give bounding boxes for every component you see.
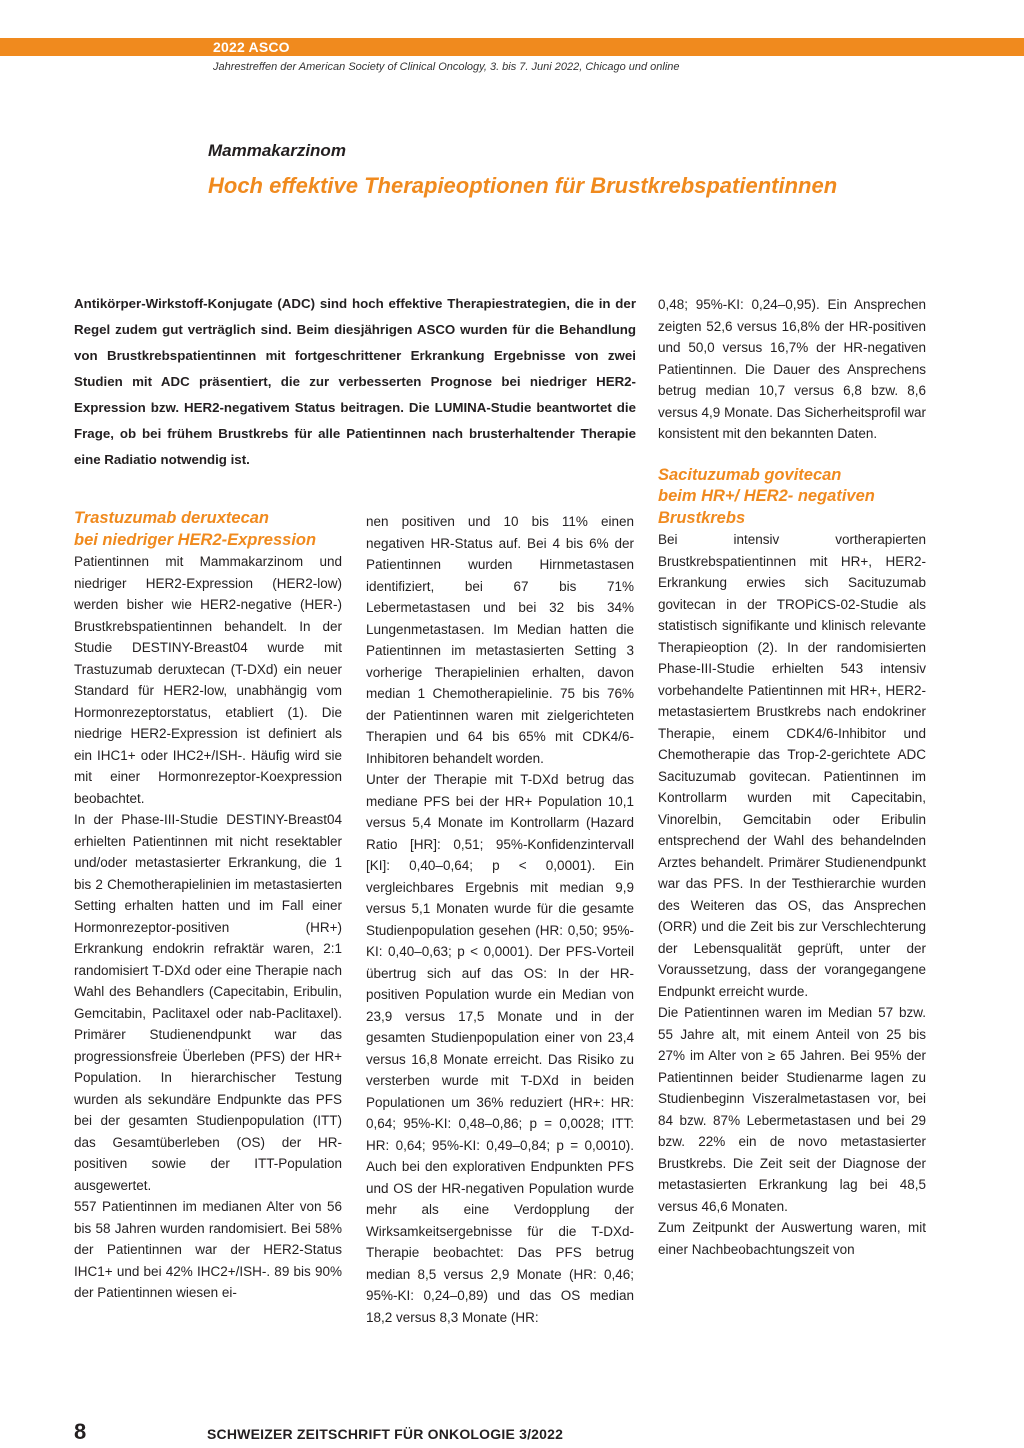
paragraph: 557 Patientinnen im medianen Alter von 56 bis 58 Jahren wurden randomisiert. Bei 58% der Patientinnen war der HER2-Status IHC1+ und bei 42% IHC2+/ISH-. 89 bis 90% der Patientinnen wiesen ei-	[74, 1199, 342, 1300]
paragraph: Zum Zeitpunkt der Auswertung waren, mit einer Nachbeobachtungszeit von	[658, 1220, 926, 1257]
section-heading-sacituzumab	[658, 465, 926, 530]
column-3	[658, 294, 926, 1260]
heading-line: bei niedriger HER2-Expression	[74, 530, 317, 549]
paragraph: 0,48; 95%-KI: 0,24–0,95). Ein Ansprechen zeigten 52,6 versus 16,8% der HR-positiven und 50,0 versus 16,7% der HR-negativen Patientinnen. Die Dauer des Ansprechens betrug median 10,7 versus 6,8 bzw. 8,6 versus 4,9 Monate. Das Sicherheitsprofil war konsistent mit den bekannten Daten.	[658, 297, 926, 441]
article-title: Hoch effektive Therapieoptionen für Brustkrebspatientinnen	[208, 173, 838, 198]
journal-footer: SCHWEIZER ZEITSCHRIFT FÜR ONKOLOGIE 3/2022	[207, 1426, 564, 1442]
article-lead: Antikörper-Wirkstoff-Konjugate (ADC) sind hoch effektive Therapiestrategien, die in der Regel zudem gut verträglich sind. Beim diesjährigen ASCO wurden für die Behandlung von Brustkrebspatientinnen mit fortgeschrittener Erkrankung Ergebnisse von zwei Studien mit ADC präsentiert, die zur verbesserten Prognose bei niedriger HER2-Expression bzw. HER2-negativem Status beitragen. Die LUMINA-Studie beantwortet die Frage, ob bei frühem Brustkrebs für alle Patientinnen nach brusterhaltender Therapie eine Radiatio notwendig ist.	[74, 296, 636, 467]
section-sacituzumab	[658, 465, 926, 1261]
heading-line: beim HR+/ HER2- negativen	[658, 487, 875, 505]
section-tag: 2022 ASCO	[213, 39, 290, 55]
paragraph: Unter der Therapie mit T-DXd betrug das mediane PFS bei der HR+ Population 10,1 versus 5,4 Monate im Kontrollarm (Hazard Ratio [HR]: 0,51; 95%-Konfidenzintervall [KI]: 0,40–0,64; p < 0,0001). Ein vergleichbares Ergebnis mit median 9,9 versus 5,1 Monaten wurde für die gesamte Studienpopulation gesehen (HR: 0,50; 95%-KI: 0,40–0,63; p < 0,0001). Der PFS-Vorteil übertrug sich auf das OS: In der HR-positiven Population wurde ein Median von 23,9 versus 17,5 Monate und in der gesamten Studienpopulation einer von 23,4 versus 16,8 Monate erreicht. Das Risiko zu versterben wurde mit T-DXd in beiden Populationen um 36% reduziert (HR+: HR: 0,64; 95%-KI: 0,48–0,86; p = 0,0028; ITT: HR: 0,64; 95%-KI: 0,49–0,84; p = 0,0010). Auch bei den explorativen Endpunkten PFS und OS der HR-negativen Population wurde mehr als eine Verdopplung der Wirksamkeitsergebnisse für die T-DXd-Therapie beobachtet: Das PFS betrug median 8,5 versus 2,9 Monate (HR: 0,46; 95%-KI: 0,24–0,89) und das OS median 18,2 versus 8,3 Monate (HR:	[366, 772, 634, 1325]
paragraph: Bei intensiv vortherapierten Brustkrebspatientinnen mit HR+, HER2- Erkrankung erwies sich Sacituzumab govitecan in der TROPiCS-02-Studie als statistisch signifikante und klinisch relevante Therapieoption (2). In der randomisierten Phase-III-Studie erhielten 543 intensiv vorbehandelte Patientinnen mit HR+, HER2- metastasiertem Brustkrebs nach endokriner Therapie, einem CDK4/6-Inhibitor und Chemotherapie das Trop-2-gerichtete ADC Sacituzumab govitecan. Patientinnen im Kontrollarm wurden mit Capecitabin, Vinorelbin, Gemcitabin oder Eribulin entsprechend der Wahl des behandelnden Arztes behandelt. Primärer Studienendpunkt war das PFS. In der Testhierarchie wurden des Weiteren das OS, das Ansprechen (ORR) und die Zeit bis zur Verschlechterung der Lebensqualität geprüft, unter der Voraussetzung, dass der vorangegangene Endpunkt erreicht wurde.	[658, 532, 926, 999]
heading-line: Sacituzumab govitecan	[658, 465, 842, 484]
paragraph: In der Phase-III-Studie DESTINY-Breast04 erhielten Patientinnen mit nicht resektabler und/oder metastasierter Erkrankung, die 1 bis 2 Chemotherapielinien im metastasierten Setting erhalten hatten und im Fall einer Hormonrezeptor-positiven (HR+) Erkrankung endokrin refraktär waren, 2:1 randomisiert T-DXd oder eine Therapie nach Wahl des Behandlers (Capecitabin, Eribulin, Gemcitabin, Paclitaxel oder nab-Paclitaxel). Primärer Studienendpunkt war das progressionsfreie Überleben (PFS) der HR+ Population. In hierarchischer Testung wurden als sekundäre Endpunkte das PFS bei der gesamten Studienpopulation (ITT) das Gesamtüberleben (OS) der HR-positiven sowie der ITT-Population ausgewertet.	[74, 812, 342, 1193]
page-number: 8	[74, 1419, 87, 1444]
section-subheading: Jahrestreffen der American Society of Clinical Oncology, 3. bis 7. Juni 2022, Chicago und online	[213, 61, 680, 73]
section-heading-trastuzumab	[74, 508, 342, 551]
paragraph: Die Patientinnen waren im Median 57 bzw. 55 Jahre alt, mit einem Anteil von 25 bis 27% im Alter von ≥ 65 Jahren. Bei 95% der Patientinnen beider Studienarme lagen zu Studienbeginn Viszeralmetastasen vor, bei 84 bzw. 87% Lebermetastasen und bei 29 bzw. 22% ein de novo metastasierter Brustkrebs. Die Zeit seit der Diagnose der metastasierten Erkrankung lag bei 48,5 versus 46,6 Monaten.	[658, 1005, 926, 1214]
section-banner	[0, 38, 1024, 56]
heading-line: Brustkrebs	[658, 508, 746, 527]
paragraph: Patientinnen mit Mammakarzinom und niedriger HER2-Expression (HER2-low) werden bisher wie HER2-negative (HER-) Brustkrebspatientinnen behandelt. In der Studie DESTINY-Breast04 wurde mit Trastuzumab deruxtecan (T-DXd) ein neuer Standard für HER2-low, unabhängig vom Hormonrezeptorstatus, etabliert (1). Die niedrige HER2-Expression ist definiert als ein IHC1+ oder IHC2+/ISH-. Häufig wird sie mit einer Hormonrezeptor-Koexpression beobachtet.	[74, 554, 342, 806]
column-2	[366, 511, 634, 1328]
paragraph: nen positiven und 10 bis 11% einen negativen HR-Status auf. Bei 4 bis 6% der Patientinnen wurden Hirnmetastasen identifiziert, bei 67 bis 71% Lebermetastasen und bei 32 bis 34% Lungenmetastasen. Im Median hatten die Patientinnen im metastasierten Setting 3 vorherige Therapielinien erhalten, davon median 1 Chemotherapielinie. 75 bis 76% der Patientinnen waren mit zielgerichteten Therapien und 64 bis 65% mit CDK4/6-Inhibitoren behandelt worden.	[366, 514, 634, 766]
column-1	[74, 508, 342, 1304]
heading-line: Trastuzumab deruxtecan	[74, 509, 270, 527]
article-kicker: Mammakarzinom	[208, 141, 346, 160]
